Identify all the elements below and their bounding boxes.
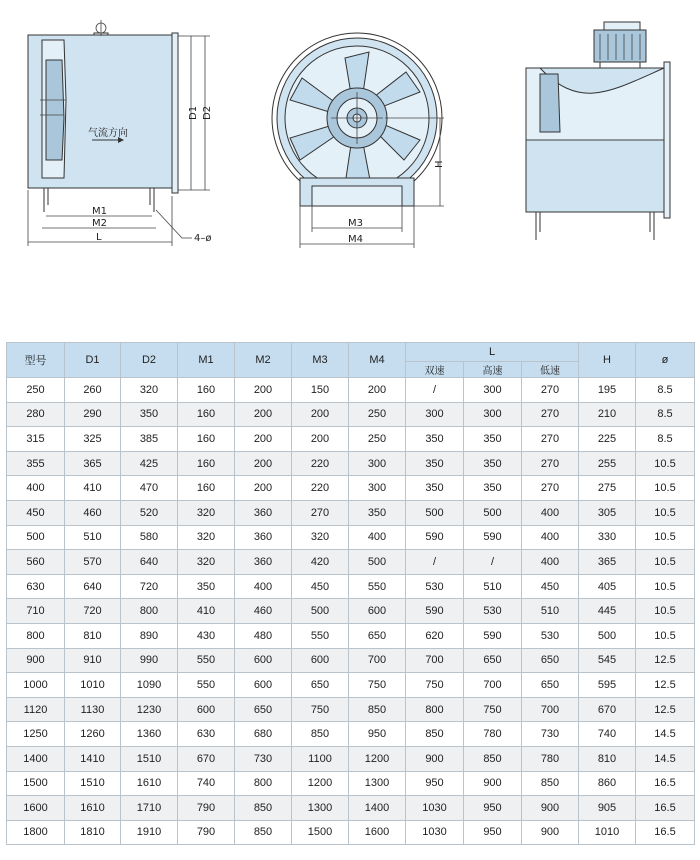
table-cell: 800 [406,697,464,722]
table-cell: 1360 [121,722,178,747]
table-cell: 850 [235,796,292,821]
table-cell: 620 [406,623,464,648]
table-cell: 990 [121,648,178,673]
table-cell: 300 [464,378,522,403]
table-cell: 580 [121,525,178,550]
table-cell: 500 [406,500,464,525]
table-cell: 630 [178,722,235,747]
table-cell: 670 [178,746,235,771]
table-cell: 270 [522,427,579,452]
table-cell: 650 [235,697,292,722]
table-row [7,623,695,648]
table-cell: 270 [522,402,579,427]
table-cell: 250 [349,427,406,452]
table-cell: 1810 [65,820,121,845]
table-cell: 160 [178,451,235,476]
table-cell: 950 [349,722,406,747]
table-cell: 1200 [349,746,406,771]
table-cell: 530 [522,623,579,648]
table-row [7,722,695,747]
table-cell: 790 [178,820,235,845]
table-cell: 1130 [65,697,121,722]
table-cell: 305 [579,500,636,525]
table-cell: 260 [65,378,121,403]
table-cell: / [406,378,464,403]
table-cell: 1400 [7,746,65,771]
table-cell: 255 [579,451,636,476]
table-cell: 550 [178,673,235,698]
table-cell: 590 [406,525,464,550]
table-cell: 530 [406,574,464,599]
table-cell: 10.5 [636,476,695,501]
table-cell: 270 [522,451,579,476]
table-cell: 740 [178,771,235,796]
table-cell: 200 [235,451,292,476]
table-header-row [7,343,695,362]
table-cell: 1610 [121,771,178,796]
table-cell: 780 [464,722,522,747]
table-cell: 550 [292,623,349,648]
table-cell: 1090 [121,673,178,698]
table-cell: 300 [464,402,522,427]
table-cell: 280 [7,402,65,427]
table-cell: 710 [7,599,65,624]
table-cell: 220 [292,476,349,501]
table-cell: 400 [522,500,579,525]
table-row [7,820,695,845]
table-cell: 750 [406,673,464,698]
table-cell: 700 [349,648,406,673]
table-cell: 750 [349,673,406,698]
table-cell: 700 [464,673,522,698]
table-cell: 445 [579,599,636,624]
svg-text:4–ø: 4–ø [194,233,212,244]
table-row [7,673,695,698]
table-cell: 470 [121,476,178,501]
table-cell: 210 [579,402,636,427]
header-m3: M3 [292,343,349,378]
table-cell: 905 [579,796,636,821]
table-cell: 510 [522,599,579,624]
table-cell: 300 [349,451,406,476]
table-cell: 1800 [7,820,65,845]
table-cell: 1230 [121,697,178,722]
subheader-dual-speed: 双速 [406,362,464,378]
table-cell: 1410 [65,746,121,771]
table-cell: 10.5 [636,574,695,599]
table-cell: 600 [292,648,349,673]
table-cell: 900 [522,796,579,821]
header-model: 型号 [7,343,65,378]
table-cell: 160 [178,402,235,427]
table-cell: 200 [235,427,292,452]
table-cell: 450 [292,574,349,599]
table-cell: 1120 [7,697,65,722]
table-cell: 1500 [7,771,65,796]
table-cell: 850 [464,746,522,771]
table-cell: 330 [579,525,636,550]
table-cell: 200 [292,427,349,452]
table-cell: 320 [178,525,235,550]
table-row [7,796,695,821]
table-cell: 350 [349,500,406,525]
table-cell: 600 [178,697,235,722]
table-row [7,697,695,722]
table-cell: 270 [522,476,579,501]
svg-text:L: L [96,232,102,243]
header-m4: M4 [349,343,406,378]
table-cell: 365 [65,451,121,476]
table-cell: 590 [464,623,522,648]
subheader-low-speed: 低速 [522,362,579,378]
svg-text:H: H [434,160,445,168]
table-cell: 10.5 [636,525,695,550]
table-row [7,648,695,673]
table-cell: 950 [406,771,464,796]
table-cell: 160 [178,427,235,452]
table-cell: 320 [292,525,349,550]
table-cell: 510 [464,574,522,599]
table-cell: 630 [7,574,65,599]
svg-text:M2: M2 [92,218,107,229]
table-cell: 320 [178,550,235,575]
table-cell: 850 [292,722,349,747]
table-cell: 650 [522,648,579,673]
table-cell: 650 [464,648,522,673]
table-cell: 800 [7,623,65,648]
subheader-high-speed: 高速 [464,362,522,378]
table-cell: 360 [235,500,292,525]
table-cell: 160 [178,476,235,501]
table-cell: 1600 [7,796,65,821]
table-row [7,378,695,403]
table-cell: 300 [349,476,406,501]
table-cell: 195 [579,378,636,403]
table-cell: 890 [121,623,178,648]
table-cell: 640 [121,550,178,575]
table-cell: 410 [65,476,121,501]
table-cell: 1510 [121,746,178,771]
table-cell: 16.5 [636,771,695,796]
table-cell: 1600 [349,820,406,845]
table-cell: 360 [235,525,292,550]
table-cell: 900 [522,820,579,845]
table-cell: 200 [235,402,292,427]
table-cell: 650 [292,673,349,698]
side-view-drawing [28,20,213,246]
table-cell: 400 [235,574,292,599]
table-cell: 680 [235,722,292,747]
table-cell: 600 [235,648,292,673]
table-row [7,451,695,476]
table-cell: 350 [464,451,522,476]
header-length: L [406,343,579,362]
header-d1: D1 [65,343,121,378]
table-cell: / [406,550,464,575]
table-cell: 530 [464,599,522,624]
header-h: H [579,343,636,378]
table-cell: 400 [349,525,406,550]
table-cell: 950 [464,820,522,845]
table-cell: 1300 [292,796,349,821]
svg-text:气流方向: 气流方向 [88,128,128,139]
table-cell: 10.5 [636,599,695,624]
table-cell: 1010 [65,673,121,698]
table-cell: 730 [522,722,579,747]
table-cell: 425 [121,451,178,476]
table-cell: 1500 [292,820,349,845]
table-cell: 400 [522,525,579,550]
table-cell: 750 [464,697,522,722]
table-cell: 850 [406,722,464,747]
table-cell: 740 [579,722,636,747]
table-cell: 350 [464,476,522,501]
table-cell: 1030 [406,796,464,821]
table-cell: 750 [292,697,349,722]
svg-text:M4: M4 [348,234,363,245]
table-cell: 200 [235,378,292,403]
table-cell: 200 [292,402,349,427]
table-cell: 500 [464,500,522,525]
table-row [7,500,695,525]
fan-dimension-drawings [0,0,700,270]
table-cell: 790 [178,796,235,821]
table-cell: 670 [579,697,636,722]
table-cell: 350 [121,402,178,427]
table-cell: 650 [522,673,579,698]
table-cell: 8.5 [636,427,695,452]
table-cell: 360 [235,550,292,575]
table-row [7,771,695,796]
table-cell: 10.5 [636,623,695,648]
table-row [7,476,695,501]
table-row [7,427,695,452]
table-cell: 650 [349,623,406,648]
table-row [7,599,695,624]
table-cell: 600 [235,673,292,698]
table-cell: 800 [235,771,292,796]
table-cell: 500 [7,525,65,550]
table-row [7,402,695,427]
table-cell: 150 [292,378,349,403]
table-cell: 10.5 [636,500,695,525]
table-cell: 14.5 [636,722,695,747]
header-m1: M1 [178,343,235,378]
table-cell: 270 [522,378,579,403]
table-cell: 570 [65,550,121,575]
table-cell: 200 [235,476,292,501]
header-m2: M2 [235,343,292,378]
header-hole-diameter: ø [636,343,695,378]
table-cell: 1260 [65,722,121,747]
table-row [7,746,695,771]
table-cell: 10.5 [636,451,695,476]
table-cell: 510 [65,525,121,550]
table-cell: 1300 [349,771,406,796]
table-cell: 1400 [349,796,406,821]
table-cell: 1710 [121,796,178,821]
table-cell: 385 [121,427,178,452]
table-cell: 12.5 [636,648,695,673]
table-cell: 405 [579,574,636,599]
side-view-motor-drawing [526,22,670,240]
table-row [7,550,695,575]
table-cell: 720 [121,574,178,599]
table-cell: 16.5 [636,796,695,821]
table-cell: 200 [349,378,406,403]
table-cell: 350 [178,574,235,599]
table-cell: 810 [579,746,636,771]
table-cell: 8.5 [636,402,695,427]
table-cell: 8.5 [636,378,695,403]
table-cell: 640 [65,574,121,599]
table-cell: 315 [7,427,65,452]
table-cell: 320 [121,378,178,403]
table-cell: 355 [7,451,65,476]
table-cell: 225 [579,427,636,452]
table-cell: 550 [178,648,235,673]
table-cell: 320 [178,500,235,525]
table-cell: 350 [464,427,522,452]
table-cell: 700 [406,648,464,673]
table-cell: 1910 [121,820,178,845]
table-cell: 460 [235,599,292,624]
table-cell: 545 [579,648,636,673]
table-cell: 460 [65,500,121,525]
table-cell: 730 [235,746,292,771]
table-cell: 590 [406,599,464,624]
table-cell: 250 [7,378,65,403]
table-cell: 220 [292,451,349,476]
svg-text:D2: D2 [202,105,213,120]
table-cell: 780 [522,746,579,771]
table-cell: 800 [121,599,178,624]
table-cell: 1200 [292,771,349,796]
table-cell: 12.5 [636,697,695,722]
table-cell: 290 [65,402,121,427]
table-cell: 700 [522,697,579,722]
table-cell: 950 [464,796,522,821]
table-cell: 850 [235,820,292,845]
table-cell: 250 [349,402,406,427]
table-cell: 325 [65,427,121,452]
table-cell: / [464,550,522,575]
table-cell: 270 [292,500,349,525]
table-cell: 720 [65,599,121,624]
table-cell: 900 [7,648,65,673]
table-cell: 900 [464,771,522,796]
table-cell: 910 [65,648,121,673]
header-d2: D2 [121,343,178,378]
table-cell: 430 [178,623,235,648]
table-cell: 410 [178,599,235,624]
table-cell: 16.5 [636,820,695,845]
specification-table [6,342,695,845]
table-row [7,525,695,550]
table-cell: 12.5 [636,673,695,698]
table-cell: 1010 [579,820,636,845]
table-cell: 350 [406,427,464,452]
table-cell: 520 [121,500,178,525]
table-cell: 500 [292,599,349,624]
table-cell: 400 [7,476,65,501]
table-cell: 450 [7,500,65,525]
table-cell: 560 [7,550,65,575]
table-cell: 1250 [7,722,65,747]
table-cell: 860 [579,771,636,796]
table-cell: 350 [406,451,464,476]
table-cell: 1100 [292,746,349,771]
table-cell: 10.5 [636,550,695,575]
table-cell: 300 [406,402,464,427]
table-cell: 1610 [65,796,121,821]
table-row [7,574,695,599]
table-cell: 600 [349,599,406,624]
table-cell: 1030 [406,820,464,845]
table-cell: 275 [579,476,636,501]
table-cell: 450 [522,574,579,599]
table-cell: 500 [349,550,406,575]
table-cell: 14.5 [636,746,695,771]
table-cell: 550 [349,574,406,599]
table-cell: 350 [406,476,464,501]
svg-text:D1: D1 [188,105,199,120]
front-view-drawing [272,33,445,248]
table-cell: 400 [522,550,579,575]
table-cell: 850 [349,697,406,722]
table-body [7,378,695,845]
table-cell: 500 [579,623,636,648]
table-cell: 850 [522,771,579,796]
table-cell: 595 [579,673,636,698]
table-cell: 1510 [65,771,121,796]
table-cell: 365 [579,550,636,575]
table-cell: 420 [292,550,349,575]
table-cell: 590 [464,525,522,550]
table-cell: 900 [406,746,464,771]
svg-text:M3: M3 [348,218,363,229]
table-cell: 160 [178,378,235,403]
svg-text:M1: M1 [92,206,107,217]
table-cell: 1000 [7,673,65,698]
table-cell: 480 [235,623,292,648]
table-cell: 810 [65,623,121,648]
